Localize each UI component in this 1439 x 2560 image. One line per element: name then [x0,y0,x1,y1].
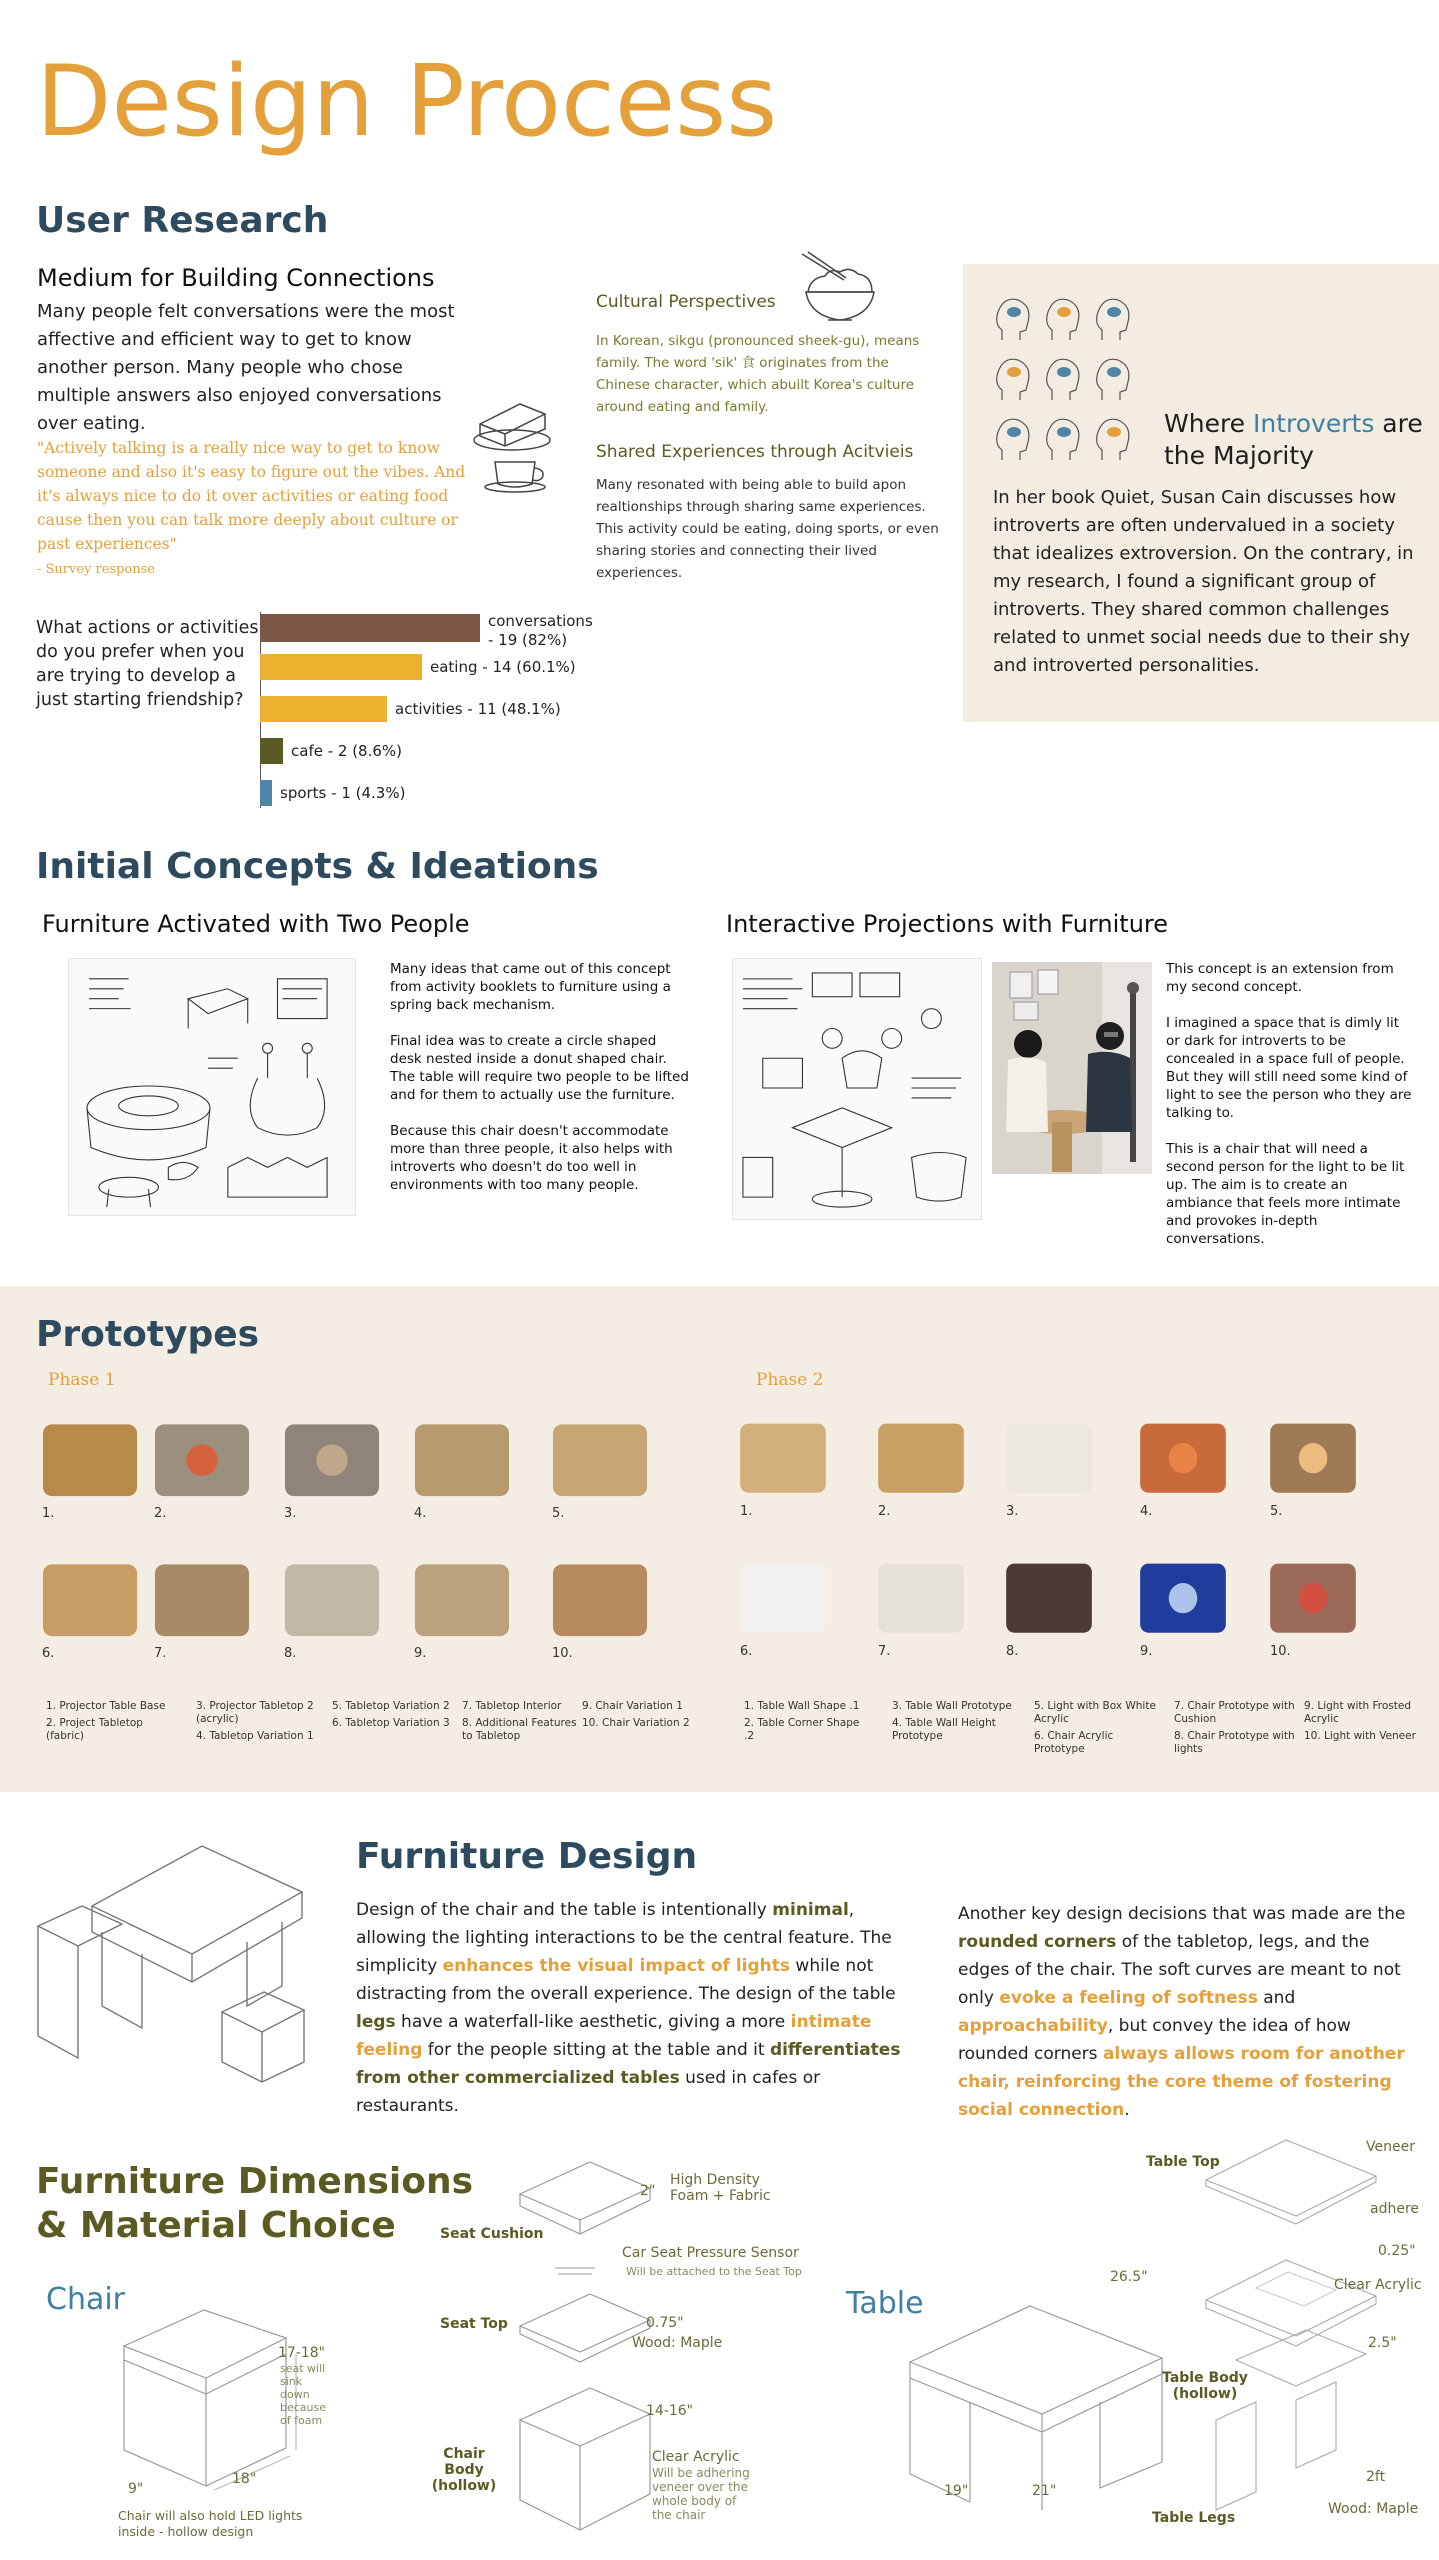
table-width-b: 21" [1032,2483,1057,2499]
phase2-label: Phase 2 [756,1370,824,1390]
phase2-legend-item: 9. Light with Frosted Acrylic [1304,1700,1412,1725]
phase1-prototype-5 [544,1402,656,1514]
body-text: of the tabletop, legs, and the edges of the chair. The soft curves are meant to not only [958,1932,1401,2008]
table-label: Table [846,2286,924,2321]
bar-activities [260,696,387,722]
concept2-title: Interactive Projections with Furniture [726,910,1169,938]
phase2-prototype-7 [870,1542,972,1650]
phase1-prototype-2 [146,1402,258,1514]
concept1-p2: Final idea was to create a circle shaped desk nested inside a donut shaped chair. The table will require two people to be lifted and for them to actually use the furniture. [390,1033,689,1103]
phase1-legend-item: 5. Tabletop Variation 2 [332,1700,450,1712]
adhere-label: adhere [1370,2201,1420,2217]
survey-bar-chart [260,612,660,812]
phase1-legend-item: 8. Additional Features to Tabletop [462,1717,577,1742]
phase2-number-7: 7. [878,1644,891,1659]
bar-conversations [260,614,480,642]
bar-sports [260,780,272,806]
phase1-number-6: 6. [42,1646,55,1661]
table-top-label: Table Top [1146,2154,1220,2170]
concept1-text [390,960,690,1194]
body-text: . [1124,2100,1130,2120]
cultural-title: Cultural Perspectives [596,292,776,312]
phase1-number-10: 10. [552,1646,573,1661]
seat-top-material: Wood: Maple [632,2335,723,2351]
chair-note: Chair will also hold LED lights inside - hollow design [118,2508,303,2539]
table-legs-label: Table Legs [1152,2510,1236,2526]
highlight-gold: approachability [958,2016,1108,2036]
phase1-number-8: 8. [284,1646,297,1661]
phase2-legend-col-1 [744,1700,870,1747]
body-text: Another key design decisions that was made are the [958,1904,1406,1924]
table-wood-label: Wood: Maple [1328,2501,1419,2517]
introverts-highlight: Introverts [1253,409,1375,438]
phase1-prototype-6 [34,1542,146,1654]
phase1-legend-item: 4. Tabletop Variation 1 [196,1730,314,1742]
phase1-number-3: 3. [284,1506,297,1521]
furniture-design-left-text [356,1896,928,2120]
concept1-sketches [68,958,356,1216]
phase1-prototype-4 [406,1402,518,1514]
head-icon [997,419,1029,460]
body-text: , but convey the idea of how rounded corners [958,2016,1351,2064]
phase2-legend-item: 8. Chair Prototype with lights [1174,1730,1295,1755]
phase1-number-9: 9. [414,1646,427,1661]
highlight-olive: minimal [772,1900,849,1920]
furniture-design-heading: Furniture Design [356,1836,698,1877]
chair-depth: 9" [128,2481,144,2497]
user-research-heading: User Research [36,200,329,241]
phase1-legend-item: 9. Chair Variation 1 [582,1700,683,1712]
phase2-number-4: 4. [1140,1504,1153,1519]
chair-body-label: Chair Body (hollow) [431,2446,497,2494]
phase1-legend-item: 10. Chair Variation 2 [582,1717,690,1729]
dimensions-heading: Furniture Dimensions & Material Choice [36,2161,474,2246]
head-icon [1047,419,1079,460]
furniture-illustration [32,1836,312,2086]
shared-body: Many resonated with being able to build apon realtionships through sharing same experiences. This activity could be eating, doing sports, or even sharing stories and connecting their lived experiences. [596,477,939,581]
table-legs-height: 2ft [1366,2469,1386,2485]
survey-quote: "Actively talking is a really nice way to get to know someone and also it's easy to figure out the vibes. And it's always nice to do it over activities or eating food cause then you can talk more deeply about culture or past experiences" [37,439,466,553]
chair-height-note: seat will sink down because of foam [280,2362,327,2427]
phase2-prototype-4 [1132,1402,1234,1510]
seat-cushion-label: Seat Cushion [440,2226,544,2242]
phase2-number-5: 5. [1270,1504,1283,1519]
phase1-number-2: 2. [154,1506,167,1521]
phase2-prototype-1 [732,1402,834,1510]
head-icon [1097,359,1129,400]
bar-label-cafe: cafe - 2 (8.6%) [291,742,403,760]
body-text: for the people sitting at the table and it [422,2040,770,2060]
phase1-legend-col-1 [46,1700,172,1747]
phase1-legend-item: 3. Projector Tabletop 2 (acrylic) [196,1700,314,1725]
clear-acrylic-label: Clear Acrylic [1334,2277,1422,2293]
phase2-legend-col-3 [1034,1700,1160,1760]
body-text: have a waterfall-like aesthetic, giving a more [395,2012,791,2032]
body-text: and [1257,1988,1296,2008]
head-icon [997,299,1029,340]
seat-top-label: Seat Top [440,2316,508,2332]
phase2-prototype-3 [998,1402,1100,1510]
phase2-prototype-8 [998,1542,1100,1650]
chair-body-height: 14-16" [646,2403,694,2419]
head-icon [1047,359,1079,400]
phase1-legend-col-5 [582,1700,708,1734]
bar-label-conversations: conversations - 19 (82%) [488,612,593,649]
phase1-prototype-3 [276,1402,388,1514]
phase2-legend-item: 1. Table Wall Shape .1 [744,1700,860,1712]
phase2-legend-item: 10. Light with Veneer [1304,1730,1416,1742]
phase2-number-10: 10. [1270,1644,1291,1659]
phase2-legend-col-2 [892,1700,1018,1747]
phase2-legend-item: 3. Table Wall Prototype [892,1700,1012,1712]
cushion-material: High Density Foam + Fabric [670,2172,771,2204]
table-body-height: 2.5" [1368,2335,1397,2351]
introverts-title: Where Introverts are the Majority [1164,409,1423,470]
phase1-prototype-1 [34,1402,146,1514]
chair-label: Chair [46,2282,126,2317]
phase1-number-4: 4. [414,1506,427,1521]
concept2-sketches [732,958,982,1220]
phase1-legend-item: 6. Tabletop Variation 3 [332,1717,450,1729]
phase2-number-9: 9. [1140,1644,1153,1659]
concept2-p2: I imagined a space that is dimly lit or dark for introverts to be concealed in a space full of people. But they will still need some kind of light to see the person who they are talking to. [1166,1015,1412,1121]
phase2-legend-col-5 [1304,1700,1430,1747]
phase1-legend-col-2 [196,1700,322,1747]
seat-top-thickness: 0.75" [646,2315,684,2331]
head-icon [997,359,1029,400]
body-text: used in cafes or restaurants. [356,2068,821,2116]
highlight-olive: differentiates from other commercialized tables [356,2040,901,2088]
concept2-photo [992,962,1152,1174]
phase2-legend-item: 7. Chair Prototype with Cushion [1174,1700,1295,1725]
phase2-prototype-10 [1262,1542,1364,1650]
heads-illustration [986,286,1136,476]
cushion-thickness: 2" [640,2183,656,2199]
phase1-legend-col-3 [332,1700,458,1734]
page-title: Design Process [36,45,778,159]
highlight-gold: enhances the visual impact of lights [442,1956,791,1976]
shared-title: Shared Experiences through Acitvieis [596,442,914,462]
phase2-number-1: 1. [740,1504,753,1519]
chair-width: 18" [232,2471,257,2487]
medium-body: Many people felt conversations were the most affective and efficient way to get to know another person. Many people who chose multiple answers also enjoyed conversations over eating. [37,301,455,434]
bar-cafe [260,738,283,764]
chair-body-material: Clear Acrylic [652,2449,740,2465]
phase1-legend-item: 7. Tabletop Interior [462,1700,562,1712]
sensor-label: Car Seat Pressure Sensor [622,2245,799,2261]
phase1-number-7: 7. [154,1646,167,1661]
phase1-number-1: 1. [42,1506,55,1521]
head-icon [1097,419,1129,460]
phase2-number-2: 2. [878,1504,891,1519]
highlight-olive: legs [356,2012,396,2032]
bar-label-sports: sports - 1 (4.3%) [280,784,406,802]
phase1-number-5: 5. [552,1506,565,1521]
phase1-prototype-8 [276,1542,388,1654]
phase1-prototype-10 [544,1542,656,1654]
body-text: while not distracting from the overall experience. The design of the table [356,1956,896,2004]
phase2-prototype-2 [870,1402,972,1510]
phase2-number-3: 3. [1006,1504,1019,1519]
concept2-p3: This is a chair that will need a second person for the light to be lit up. The aim is to create an ambiance that feels more intimate and provokes in-depth conversations. [1166,1141,1405,1247]
table-width-a: 19" [944,2483,969,2499]
concept2-text [1166,960,1416,1248]
table-height: 26.5" [1110,2269,1148,2285]
phase2-legend-item: 2. Table Corner Shape .2 [744,1717,860,1742]
head-icon [1097,299,1129,340]
phase2-prototype-5 [1262,1402,1364,1510]
phase1-legend-item: 2. Project Tabletop (fabric) [46,1717,143,1742]
phase1-prototype-7 [146,1542,258,1654]
furniture-design-right-text [958,1900,1416,2124]
phase2-prototype-6 [732,1542,834,1650]
body-text: Design of the chair and the table is intentionally [356,1900,773,1920]
highlight-gold: evoke a feeling of softness [999,1988,1258,2008]
chair-height: 17-18" [278,2345,326,2361]
phase2-legend-item: 6. Chair Acrylic Prototype [1034,1730,1114,1755]
phase2-legend-col-4 [1174,1700,1300,1760]
head-icon [1047,299,1079,340]
bar-label-activities: activities - 11 (48.1%) [395,700,561,718]
concept2-p1: This concept is an extension from my second concept. [1166,961,1394,995]
survey-question: What actions or activities do you prefer when you are trying to develop a just starting friendship? [36,618,259,710]
concept1-p3: Because this chair doesn't accommodate more than three people, it also helps with introverts who doesn't do too well in environments with too many people. [390,1123,673,1193]
phase1-legend-item: 1. Projector Table Base [46,1700,166,1712]
concept1-p1: Many ideas that came out of this concept from activity booklets to furniture using a spring back mechanism. [390,961,671,1013]
phase2-legend-item: 4. Table Wall Height Prototype [892,1717,996,1742]
rice-bowl-icon [800,250,880,330]
body-text: , allowing the lighting interactions to be the central feature. The simplicity [356,1900,892,1976]
phase2-number-8: 8. [1006,1644,1019,1659]
medium-title: Medium for Building Connections [37,264,435,292]
bar-eating [260,654,422,680]
highlight-gold: always allows room for another chair, reinforcing the core theme of fostering social connection [958,2044,1405,2120]
top-thickness: 0.25" [1378,2243,1416,2259]
concepts-heading: Initial Concepts & Ideations [36,846,599,887]
introverts-body: In her book Quiet, Susan Cain discusses how introverts are often undervalued in a society that idealizes extroversion. On the contrary, in my research, I found a significant group of introverts. They shared common challenges related to unmet social needs due to their shy and introverted personalities. [993,487,1414,676]
sensor-note: Will be attached to the Seat Top [626,2265,802,2278]
phase2-prototype-9 [1132,1542,1234,1650]
table-body-label: Table Body (hollow) [1162,2370,1248,2402]
phase2-number-6: 6. [740,1644,753,1659]
cultural-body: In Korean, sikgu (pronounced sheek-gu), means family. The word 'sik' 食 originates from the Chinese character, which abuilt Korea's culture around eating and family. [596,333,920,415]
phase2-legend-item: 5. Light with Box White Acrylic [1034,1700,1156,1725]
phase1-label: Phase 1 [48,1370,116,1390]
table-drawing [900,2262,1170,2512]
bar-label-eating: eating - 14 (60.1%) [430,658,576,676]
phase1-legend-col-4 [462,1700,588,1747]
phase1-prototype-9 [406,1542,518,1654]
highlight-gold: intimate feeling [356,2012,872,2060]
concept1-title: Furniture Activated with Two People [42,910,470,938]
quote-source: - Survey response [37,562,155,577]
chair-body-note: Will be adhering veneer over the whole body of the chair [652,2466,750,2522]
highlight-olive: rounded corners [958,1932,1117,1952]
veneer-label: Veneer [1366,2139,1415,2155]
prototypes-heading: Prototypes [36,1314,260,1355]
cake-coffee-icon [470,384,560,494]
